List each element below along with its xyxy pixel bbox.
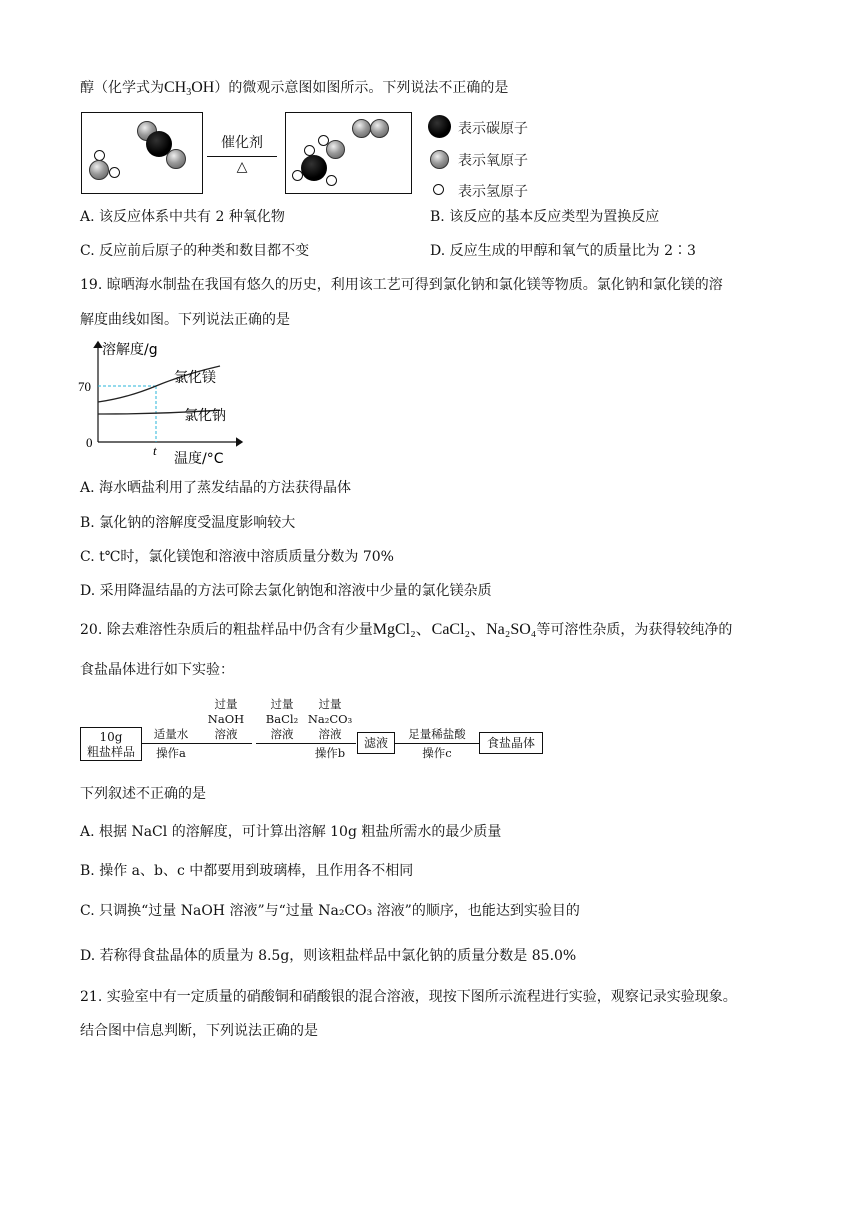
q19-option-c: C. t℃时，氯化镁饱和溶液中溶质质量分数为 70%	[80, 549, 394, 565]
q20-option-d: D. 若称得食盐晶体的质量为 8.5g，则该粗盐样品中氯化钠的质量分数是 85.0%	[80, 948, 577, 964]
catalyst-label: 催化剂	[221, 135, 263, 151]
q21-stem-line1: 21. 实验室中有一定质量的硝酸铜和硝酸银的混合溶液，现按下图所示流程进行实验，观察记录实验现象。	[80, 989, 737, 1005]
q21-stem-line2: 结合图中信息判断，下列说法正确的是	[80, 1023, 318, 1039]
series-label-mgcl2: 氯化镁	[174, 370, 216, 386]
oxygen-legend-icon	[430, 150, 449, 169]
hydrogen-atom	[109, 167, 120, 178]
operation-c: 操作c	[422, 746, 452, 760]
bacl2-amount: 过量	[270, 697, 294, 711]
heat-symbol: △	[236, 159, 248, 175]
arrow-2	[200, 743, 252, 744]
q18-intro: 醇（化学式为$CH_3OH$）的微观示意图如图所示。下列说法不正确的是	[80, 79, 509, 98]
arrow-1	[142, 743, 200, 744]
origin-label: 0	[86, 435, 93, 450]
oxygen-atom	[89, 160, 109, 180]
bacl2-reagent: BaCl₂	[265, 712, 299, 726]
q19-stem-line2: 解度曲线如图。下列说法正确的是	[80, 312, 290, 328]
step5-label: 足量稀盐酸	[408, 727, 466, 741]
end-box: 食盐晶体	[479, 732, 543, 754]
q20-stem-line1: 20. 除去难溶性杂质后的粗盐样品中仍含有少量MgCl₂、CaCl₂、Na₂SO₄等可溶性杂质，为获得较纯净的	[80, 621, 733, 638]
start-box-mass: 10g	[99, 730, 123, 744]
q18-option-b: B. 该反应的基本反应类型为置换反应	[430, 209, 660, 225]
y-axis-label: 溶解度/g	[102, 342, 158, 358]
bacl2-solution: 溶液	[270, 727, 294, 741]
q20-option-c: C. 只调换“过量 NaOH 溶液”与“过量 Na₂CO₃ 溶液”的顺序，也能达到实验目的	[80, 903, 580, 919]
hydrogen-atom	[326, 175, 337, 186]
solubility-chart	[70, 338, 330, 468]
arrow-4	[308, 743, 356, 744]
legend-carbon: 表示碳原子	[458, 121, 528, 137]
start-box-label: 粗盐样品	[86, 745, 135, 759]
na2co3-reagent: Na₂CO₃	[307, 712, 353, 726]
q20-option-a: A. 根据 NaCl 的溶解度，可计算出溶解 10g 粗盐所需水的最少质量	[80, 824, 502, 840]
filtrate-box: 滤液	[357, 732, 395, 754]
oxygen-atom	[166, 149, 186, 169]
series-label-nacl: 氯化钠	[184, 408, 226, 424]
reaction-arrow-line	[207, 156, 277, 157]
q20-after: 下列叙述不正确的是	[80, 786, 206, 802]
arrow-5	[395, 743, 479, 744]
q19-stem-line1: 19. 晾晒海水制盐在我国有悠久的历史，利用该工艺可得到氯化钠和氯化镁等物质。氯化钠和氯化镁的溶	[80, 277, 723, 293]
legend-hydrogen: 表示氢原子	[458, 184, 528, 200]
hydrogen-atom	[318, 135, 329, 146]
q19-option-a: A. 海水晒盐利用了蒸发结晶的方法获得晶体	[80, 480, 352, 496]
q18-option-a: A. 该反应体系中共有 2 种氧化物	[80, 209, 285, 225]
carbon-atom	[301, 155, 327, 181]
legend-oxygen: 表示氧原子	[458, 153, 528, 169]
hydrogen-legend-icon	[433, 184, 444, 195]
start-box	[80, 727, 142, 761]
naoh-reagent: NaOH	[207, 712, 245, 726]
q18-option-c: C. 反应前后原子的种类和数目都不变	[80, 243, 310, 259]
y-tick-70: 70	[78, 379, 91, 394]
q18-option-d: D. 反应生成的甲醇和氧气的质量比为 2∶3	[430, 243, 696, 259]
q19-option-d: D. 采用降温结晶的方法可除去氯化钠饱和溶液中少量的氯化镁杂质	[80, 583, 492, 599]
na2co3-solution: 溶液	[318, 727, 342, 741]
operation-a: 操作a	[156, 746, 186, 760]
hydrogen-atom	[292, 170, 303, 181]
x-tick-t: t	[153, 443, 157, 458]
q19-option-b: B. 氯化钠的溶解度受温度影响较大	[80, 515, 296, 531]
arrow-3	[256, 743, 308, 744]
naoh-amount: 过量	[214, 697, 238, 711]
products-box	[285, 112, 412, 194]
q20-stem-line2: 食盐晶体进行如下实验：	[80, 662, 234, 678]
oxygen-atom	[370, 119, 389, 138]
oxygen-atom	[352, 119, 371, 138]
operation-b: 操作b	[314, 746, 346, 760]
q20-option-b: B. 操作 a、b、c 中都要用到玻璃棒，且作用各不相同	[80, 863, 414, 879]
oxygen-atom	[326, 140, 345, 159]
carbon-legend-icon	[428, 115, 451, 138]
step1-label: 适量水	[153, 727, 189, 741]
reactants-box	[81, 112, 203, 194]
naoh-solution: 溶液	[214, 727, 238, 741]
na2co3-amount: 过量	[318, 697, 342, 711]
x-axis-label: 温度/°C	[174, 451, 224, 467]
